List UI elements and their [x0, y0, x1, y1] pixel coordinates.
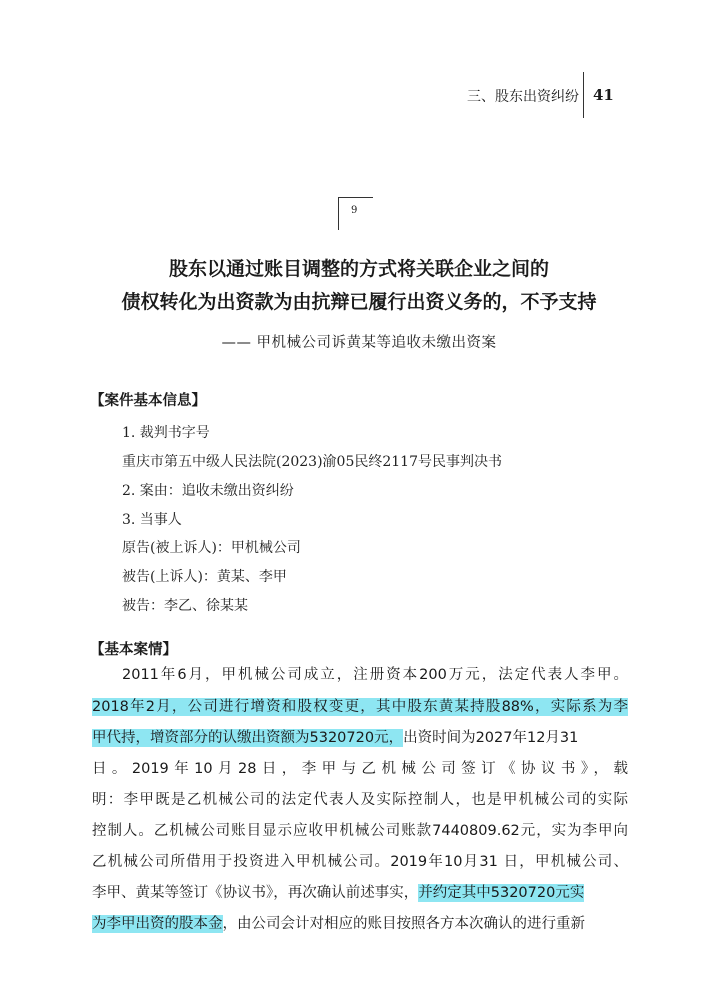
highlighted-text: 为李甲出资的股本金 [92, 916, 223, 932]
info-line: 2. 案由：追收未缴出资纠纷 [122, 483, 294, 499]
highlighted-text: 甲代持，增资部分的认缴出资额为5320720元， [92, 730, 404, 746]
section-heading-basic-info: 【案件基本信息】 [90, 393, 206, 409]
body-text-line [92, 696, 628, 718]
body-text-line: 日。2019年10月28日，李甲与乙机械公司签订《协议书》，载 [92, 761, 628, 777]
body-text: ，由公司会计对相应的账目按照各方本次确认的进行重新 [222, 916, 585, 932]
case-number: 9 [351, 205, 358, 216]
body-text-line: 2011年6月，甲机械公司成立，注册资本200万元，法定代表人李甲。 [122, 667, 628, 683]
info-line: 1. 裁判书字号 [122, 425, 210, 441]
page-number: 41 [593, 86, 614, 104]
info-line: 原告(被上诉人)：甲机械公司 [122, 540, 301, 556]
body-text-line [92, 882, 628, 904]
case-title-line-2: 债权转化为出资款为由抗辩已履行出资义务的，不予支持 [121, 291, 597, 313]
info-line: 被告(上诉人)：黄某、李甲 [122, 569, 287, 585]
body-text-line: 控制人。乙机械公司账目显示应收甲机械公司账款7440809.62元，实为李甲向 [92, 823, 628, 839]
highlighted-text: 并约定其中5320720元实 [418, 885, 585, 901]
body-text-line [92, 913, 628, 935]
body-text-line: 乙机械公司所借用于投资进入甲机械公司。2019年10月31 日，甲机械公司、 [92, 854, 628, 870]
section-heading-facts: 【基本案情】 [90, 642, 177, 658]
info-line: 3. 当事人 [122, 512, 182, 528]
running-header-title: 三、股东出资纠纷 [467, 89, 579, 105]
body-text: 出资时间为2027年12月31 [403, 730, 579, 746]
case-title-line-1: 股东以通过账目调整的方式将关联企业之间的 [168, 258, 549, 280]
info-line: 被告：李乙、徐某某 [122, 598, 248, 614]
body-text-line: 明：李甲既是乙机械公司的法定代表人及实际控制人，也是甲机械公司的实际 [92, 792, 628, 808]
header-divider [583, 72, 584, 118]
body-text-line [92, 727, 628, 749]
case-subtitle: —— 甲机械公司诉黄某等追收未缴出资案 [221, 335, 497, 351]
highlighted-text: 2018年2月，公司进行增资和股权变更，其中股东黄某持股88%，实际系为李 [92, 699, 628, 715]
body-text: 李甲、黄某等签订《协议书》，再次确认前述事实， [92, 885, 419, 901]
info-line: 重庆市第五中级人民法院(2023)渝05民终2117号民事判决书 [122, 454, 502, 470]
